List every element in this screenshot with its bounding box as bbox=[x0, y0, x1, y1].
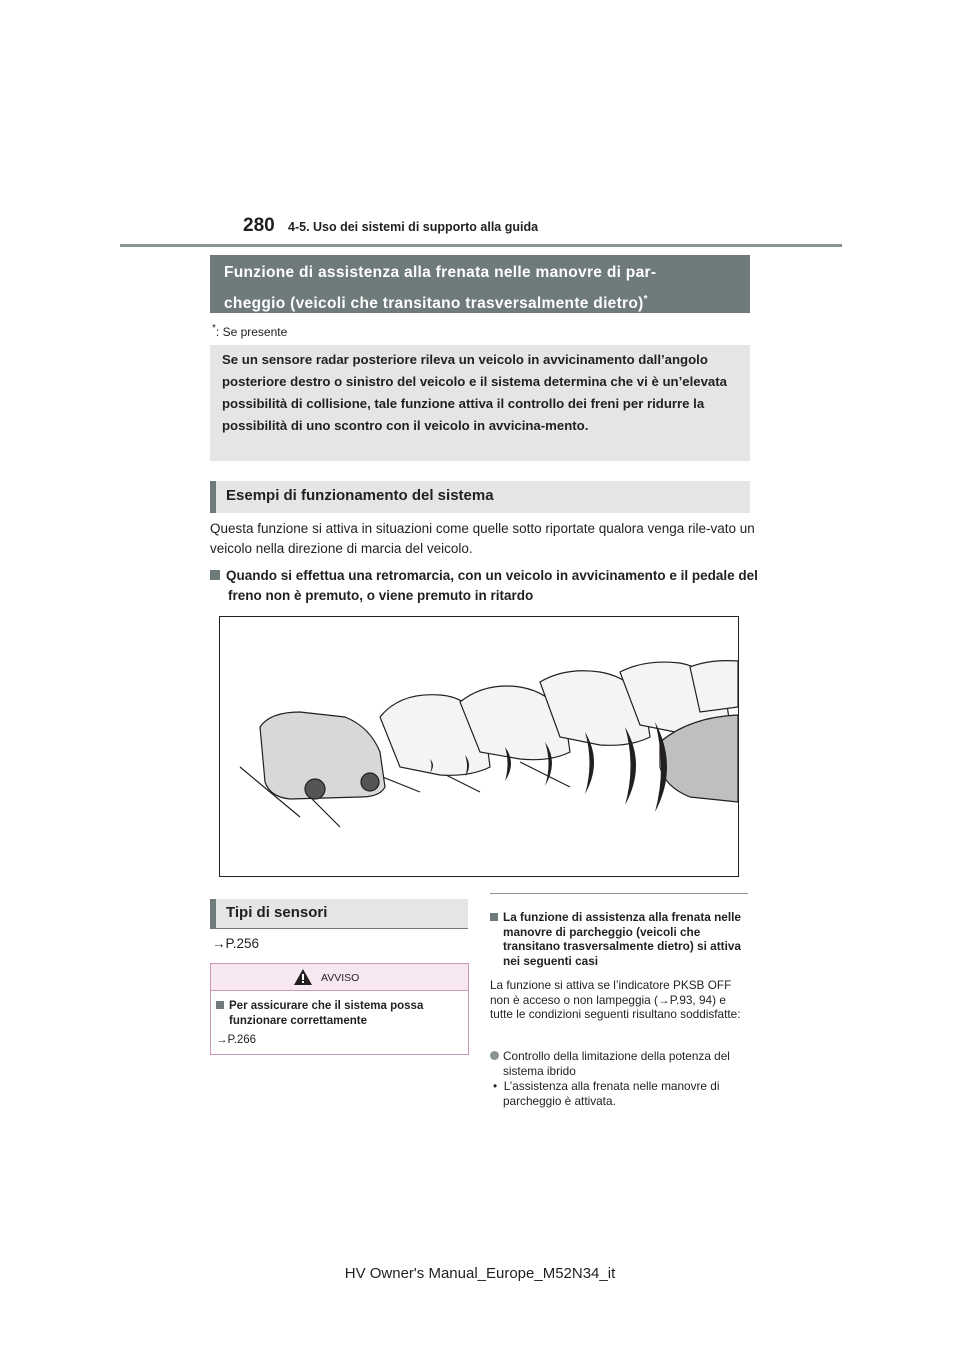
examples-bullet: Quando si effettua una retromarcia, con un veicolo in avvicinamento e il pedale del freno non è premuto, o viene premuto in ritardo bbox=[210, 566, 768, 606]
intro-box: Se un sensore radar posteriore rileva un veicolo in avvicinamento dall’angolo posteriore destro o sinistro del veicolo e il sistema determina che vi è un’elevata possibilità di collisione, tale funzione attiva il controllo dei freni per ridurre la possibilità di uno scontro con il veicolo in avvicina-mento. bbox=[210, 345, 750, 461]
header-rule bbox=[120, 244, 842, 247]
title-line-1: Funzione di assistenza alla frenata nelle manovre di par- bbox=[224, 264, 657, 281]
warning-box bbox=[210, 963, 469, 1055]
sensors-rule bbox=[210, 928, 468, 929]
warning-header bbox=[211, 964, 468, 991]
parking-illustration bbox=[219, 616, 739, 877]
section-header: 4-5. Uso dei sistemi di supporto alla guida bbox=[288, 220, 539, 234]
page-title bbox=[210, 255, 750, 313]
examples-heading: Esempi di funzionamento del sistema bbox=[210, 481, 750, 513]
right-heading: La funzione di assistenza alla frenata nelle manovre di parcheggio (veicoli che transitano trasversalmente dietro) si attiva nei seguenti casi bbox=[490, 910, 758, 968]
right-column-rule bbox=[490, 893, 748, 894]
warning-title: Per assicurare che il sistema possa funzionare correttamente bbox=[216, 999, 477, 1029]
footnote: *: Se presente bbox=[212, 323, 288, 339]
warning-reference-link[interactable]: →P.266 bbox=[216, 1034, 257, 1046]
square-bullet-icon bbox=[216, 1001, 224, 1009]
footer: HV Owner's Manual_Europe_M52N34_it bbox=[344, 1265, 616, 1282]
parking-lot-illustration bbox=[220, 617, 738, 876]
circle-bullet-icon bbox=[490, 1051, 499, 1060]
sensors-heading: Tipi di sensori bbox=[210, 899, 468, 929]
right-bullet-1: Controllo della limitazione della potenza del sistema ibrido bbox=[490, 1049, 758, 1078]
right-bullet-2: • L’assistenza alla frenata nelle manovre di parcheggio è attivata. bbox=[493, 1079, 720, 1108]
page-number: 280 bbox=[243, 215, 275, 236]
title-line-2: cheggio (veicoli che transitano trasversalmente dietro)* bbox=[224, 294, 648, 313]
right-paragraph: La funzione si attiva se l’indicatore PKSB OFF non è acceso o non lampeggia (→P.93, 94) e tutte le condizioni seguenti risultano soddisfatte: bbox=[490, 978, 741, 1021]
examples-paragraph: Questa funzione si attiva in situazioni come quelle sotto riportate qualora venga rile-vato un veicolo nella direzione di marcia del veicolo. bbox=[210, 521, 755, 556]
title-marker: * bbox=[643, 294, 648, 305]
square-bullet-icon bbox=[210, 570, 220, 580]
square-bullet-icon bbox=[490, 913, 498, 921]
sensors-reference-link[interactable]: →P.256 bbox=[212, 936, 260, 951]
warning-triangle-icon bbox=[293, 968, 313, 986]
warning-label: AVVISO bbox=[321, 972, 360, 984]
